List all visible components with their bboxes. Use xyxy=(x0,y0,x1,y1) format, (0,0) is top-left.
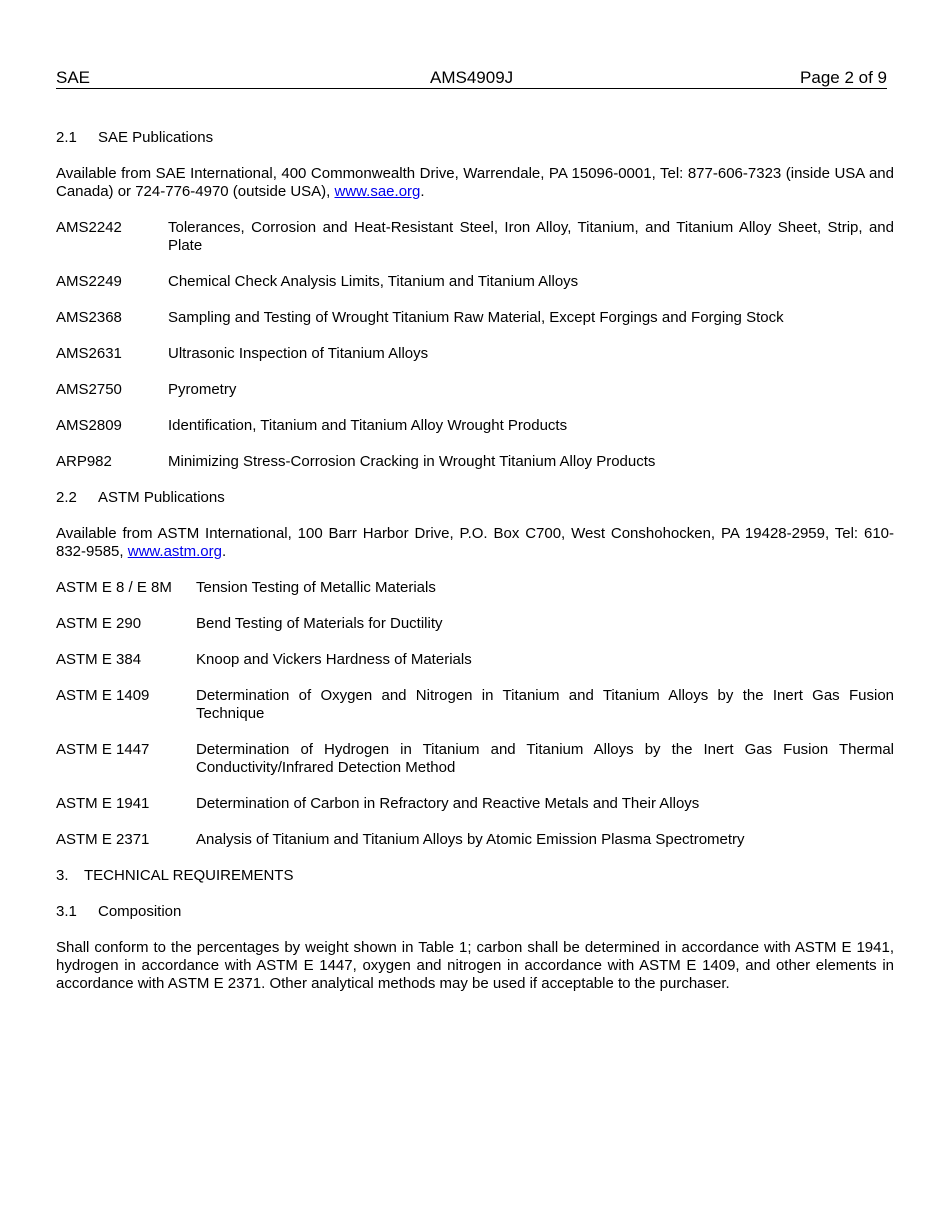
section-2-1-heading xyxy=(56,129,894,147)
section-title: TECHNICAL REQUIREMENTS xyxy=(84,867,294,884)
reference-title: Minimizing Stress-Corrosion Cracking in Wrought Titanium Alloy Products xyxy=(168,453,656,470)
reference-title: Chemical Check Analysis Limits, Titanium and Titanium Alloys xyxy=(168,273,579,290)
reference-code: AMS2809 xyxy=(56,417,122,434)
reference-code: ASTM E 384 xyxy=(56,651,142,668)
reference-title: Pyrometry xyxy=(168,381,237,398)
reference-item xyxy=(56,579,894,597)
reference-item xyxy=(56,615,894,633)
reference-title: Analysis of Titanium and Titanium Alloys by Atomic Emission Plasma Spectrometry xyxy=(196,831,745,848)
header-doc-number: AMS4909J xyxy=(430,68,514,87)
section-number: 2.2 xyxy=(56,489,77,506)
reference-title: Determination of Hydrogen in Titanium and Titanium Alloys by the Inert Gas Fusion Thermal Conductivity/Infrared Detection Method xyxy=(196,741,894,776)
reference-item xyxy=(56,309,894,327)
section-3-heading xyxy=(56,867,894,885)
reference-item xyxy=(56,651,894,669)
availability-text: Available from ASTM International, 100 Barr Harbor Drive, P.O. Box C700, West Conshohocken, PA 19428-2959, Tel: 610-832-9585, xyxy=(56,525,894,560)
sae-website-link[interactable]: www.sae.org xyxy=(334,183,421,200)
section-title: SAE Publications xyxy=(98,129,214,146)
reference-code: AMS2242 xyxy=(56,219,122,236)
reference-code: ARP982 xyxy=(56,453,112,470)
section-2-2-heading xyxy=(56,489,894,507)
reference-code: ASTM E 1409 xyxy=(56,687,150,704)
sae-availability-paragraph xyxy=(56,165,894,201)
reference-title: Identification, Titanium and Titanium Alloy Wrought Products xyxy=(168,417,568,434)
reference-code: ASTM E 1447 xyxy=(56,741,150,758)
reference-code: ASTM E 8 / E 8M xyxy=(56,579,172,596)
period: . xyxy=(221,543,227,560)
page-header xyxy=(56,68,887,89)
section-title: ASTM Publications xyxy=(98,489,225,506)
reference-item xyxy=(56,831,894,849)
section-title: Composition xyxy=(98,903,182,920)
astm-website-link[interactable]: www.astm.org xyxy=(127,543,222,560)
reference-item xyxy=(56,345,894,363)
composition-paragraph: Shall conform to the percentages by weight shown in Table 1; carbon shall be determined in accordance with ASTM E 1941, hydrogen in accordance with ASTM E 1447, oxygen and nitrogen in accordance with ASTM E 1409, and other elements in accordance with ASTM E 2371. Other analytical methods may be used if acceptable to the purchaser. xyxy=(56,939,894,992)
reference-item xyxy=(56,687,894,723)
reference-code: AMS2368 xyxy=(56,309,122,326)
reference-code: ASTM E 2371 xyxy=(56,831,150,848)
reference-item xyxy=(56,273,894,291)
reference-code: ASTM E 1941 xyxy=(56,795,150,812)
header-org: SAE xyxy=(56,68,91,87)
section-number: 3. xyxy=(56,867,69,884)
reference-item xyxy=(56,741,894,777)
reference-code: ASTM E 290 xyxy=(56,615,142,632)
page-content xyxy=(56,129,894,1011)
period: . xyxy=(420,183,425,200)
astm-availability-paragraph xyxy=(56,525,894,561)
section-number: 3.1 xyxy=(56,903,77,920)
reference-code: AMS2750 xyxy=(56,381,122,398)
reference-code: AMS2631 xyxy=(56,345,122,362)
reference-title: Ultrasonic Inspection of Titanium Alloys xyxy=(168,345,429,362)
section-3-1-heading xyxy=(56,903,894,921)
header-page-number: Page 2 of 9 xyxy=(800,68,887,87)
reference-title: Determination of Carbon in Refractory and Reactive Metals and Their Alloys xyxy=(196,795,700,812)
reference-title: Knoop and Vickers Hardness of Materials xyxy=(196,651,472,668)
availability-text: Available from SAE International, 400 Commonwealth Drive, Warrendale, PA 15096-0001, Tel: 877-606-7323 (inside USA and Canada) or 724-776-4970 (outside USA), xyxy=(56,165,894,200)
reference-title: Tolerances, Corrosion and Heat-Resistant Steel, Iron Alloy, Titanium, and Titanium Alloy Sheet, Strip, and Plate xyxy=(168,219,894,254)
reference-title: Tension Testing of Metallic Materials xyxy=(196,579,436,596)
reference-item xyxy=(56,795,894,813)
reference-item xyxy=(56,219,894,255)
reference-code: AMS2249 xyxy=(56,273,122,290)
reference-item xyxy=(56,381,894,399)
section-number: 2.1 xyxy=(56,129,77,146)
reference-title: Bend Testing of Materials for Ductility xyxy=(196,615,443,632)
reference-title: Sampling and Testing of Wrought Titanium Raw Material, Except Forgings and Forging Stock xyxy=(168,309,784,326)
reference-item xyxy=(56,453,894,471)
reference-item xyxy=(56,417,894,435)
reference-title: Determination of Oxygen and Nitrogen in Titanium and Titanium Alloys by the Inert Gas Fusion Technique xyxy=(196,687,894,722)
